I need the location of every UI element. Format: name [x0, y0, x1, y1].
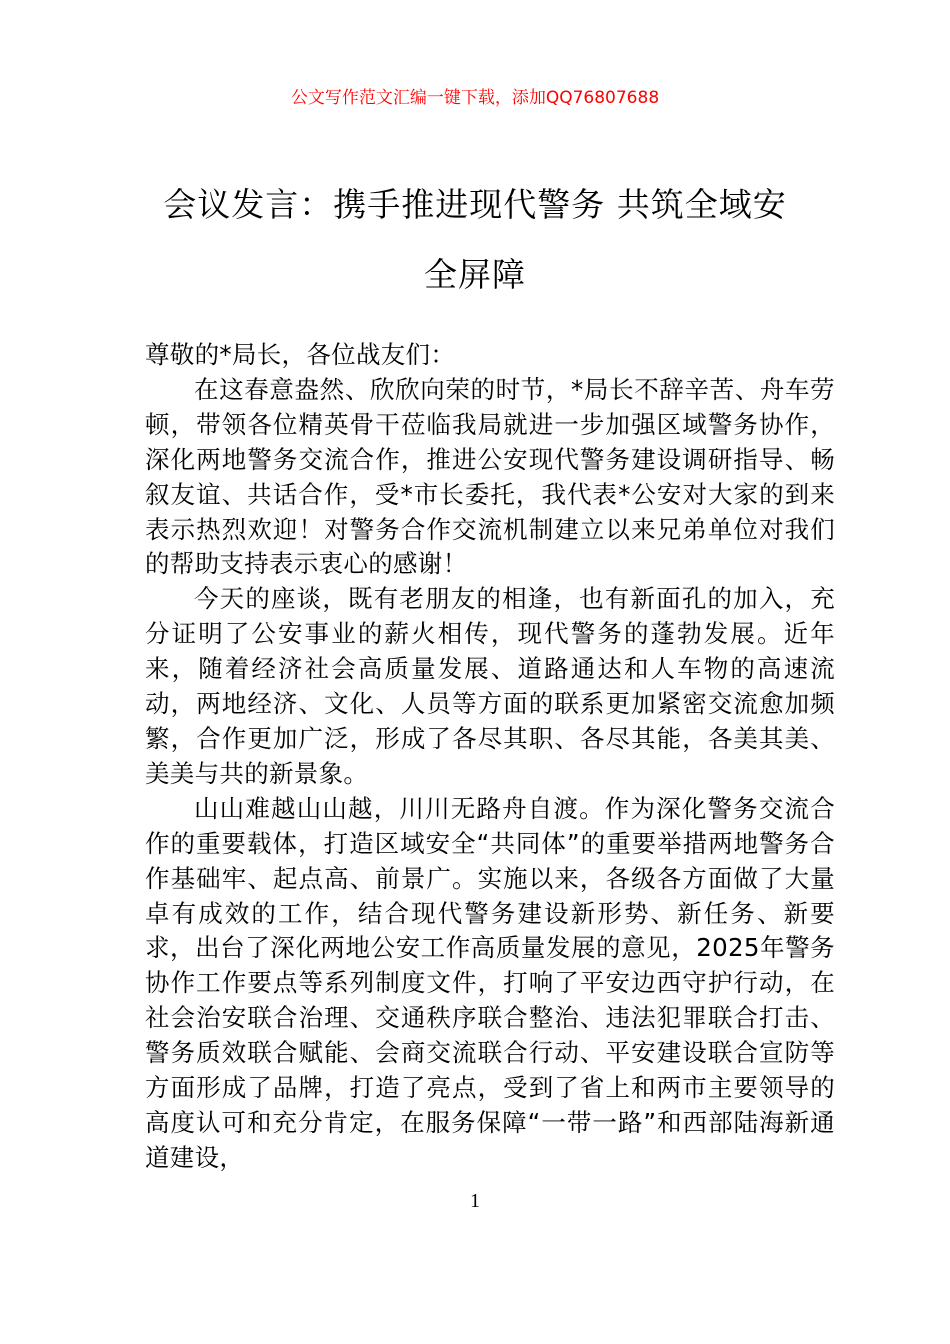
- document-body: [145, 338, 835, 1176]
- paragraph: 在这春意盎然、欣欣向荣的时节，*局长不辞辛苦、舟车劳顿，带领各位精英骨干莅临我局就进一步加强区域警务协作，深化两地警务交流合作，推进公安现代警务建设调研指导、畅叙友谊、共话合作，受*市长委托，我代表*公安对大家的到来表示热烈欢迎！对警务合作交流机制建立以来兄弟单位对我们的帮助支持表示衷心的感谢！: [145, 374, 835, 579]
- title-line-1: 会议发言：携手推进现代警务 共筑全域安: [163, 185, 787, 224]
- paragraph: 今天的座谈，既有老朋友的相逢，也有新面孔的加入，充分证明了公安事业的薪火相传，现代警务的蓬勃发展。近年来，随着经济社会高质量发展、道路通达和人车物的高速流动，两地经济、文化、人员等方面的联系更加紧密交流愈加频繁，合作更加广泛，形成了各尽其职、各尽其能，各美其美、美美与共的新景象。: [145, 584, 835, 788]
- page-number: 1: [470, 1190, 480, 1212]
- document-title: [120, 170, 830, 310]
- paragraph: 山山难越山山越，川川无路舟自渡。作为深化警务交流合作的重要载体，打造区域安全“共同体”的重要举措两地警务合作基础牢、起点高、前景广。实施以来，各级各方面做了大量卓有成效的工作，结合现代警务建设新形势、新任务、新要求，出台了深化两地公安工作高质量发展的意见，2025年警务协作工作要点等系列制度文件，打响了平安边西守护行动，在社会治安联合治理、交通秩序联合整治、违法犯罪联合打击、警务质效联合赋能、会商交流联合行动、平安建设联合宣防等方面形成了品牌，打造了亮点，受到了省上和两市主要领导的高度认可和充分肯定，在服务保障“一带一路”和西部陆海新通道建设，: [145, 793, 835, 1172]
- salutation: 尊敬的*局长，各位战友们：: [145, 340, 456, 369]
- title-line-2: 全屏障: [424, 255, 526, 294]
- download-banner: 公文写作范文汇编一键下载，添加QQ76807688: [290, 88, 660, 108]
